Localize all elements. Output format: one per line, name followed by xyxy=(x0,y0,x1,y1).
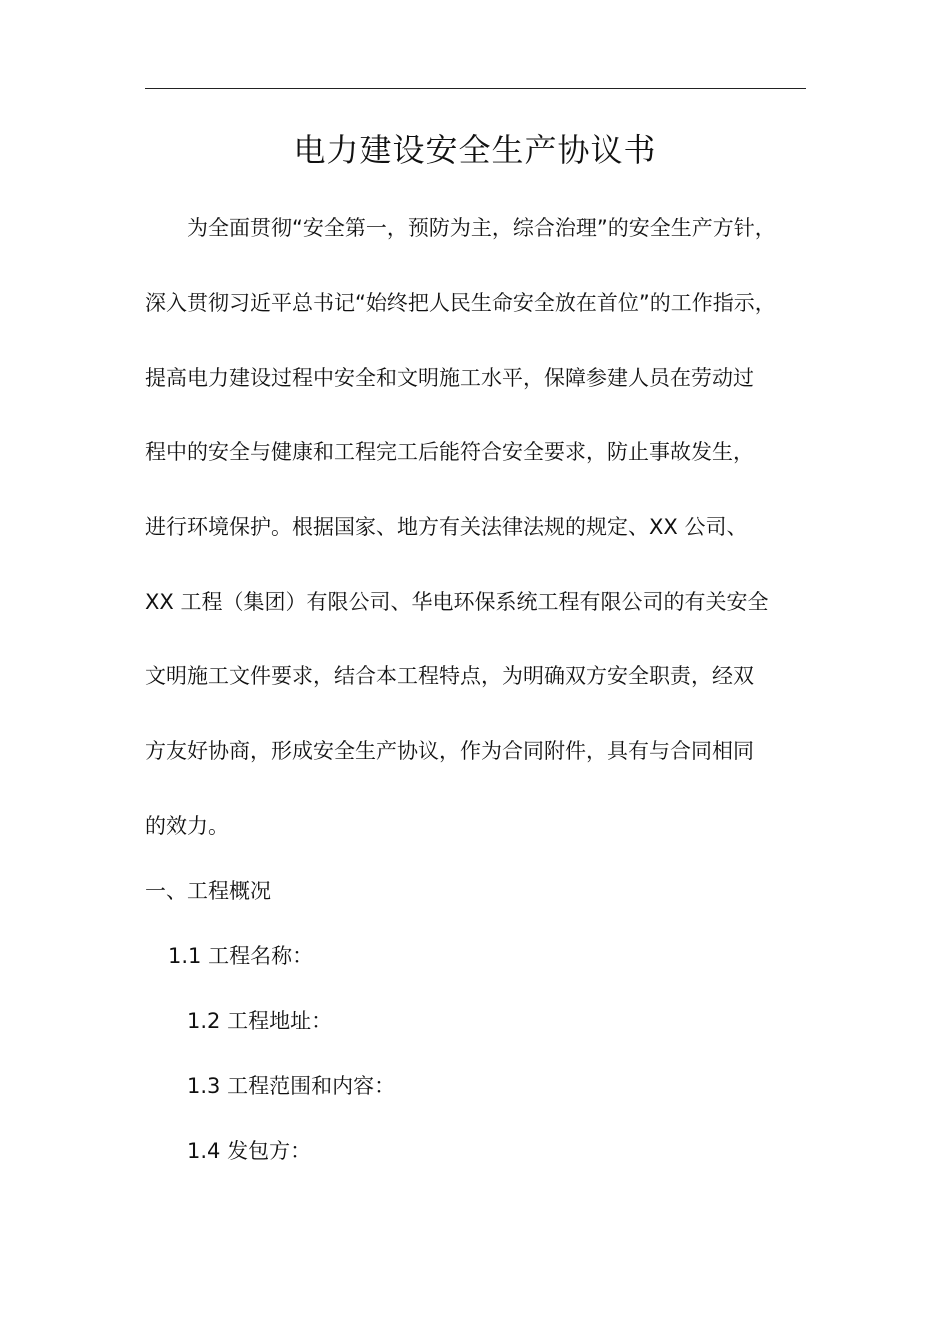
intro-line-5: 进行环境保护。根据国家、地方有关法律法规的规定、XX 公司、 xyxy=(145,515,748,539)
intro-line-3: 提高电力建设过程中安全和文明施工水平，保障参建人员在劳动过 xyxy=(145,366,754,390)
item-project-name: 1.1 工程名称： xyxy=(168,944,314,968)
intro-line-9: 的效力。 xyxy=(145,814,229,838)
intro-line-2: 深入贯彻习近平总书记“始终把人民生命安全放在首位”的工作指示， xyxy=(145,291,776,315)
item-project-scope: 1.3 工程范围和内容： xyxy=(187,1074,396,1098)
intro-line-6: XX 工程（集团）有限公司、华电环保系统工程有限公司的有关安全 xyxy=(145,590,769,614)
header-rule xyxy=(145,88,806,89)
intro-line-7: 文明施工文件要求，结合本工程特点，为明确双方安全职责，经双 xyxy=(145,664,754,688)
document-title: 电力建设安全生产协议书 xyxy=(293,131,657,169)
intro-line-8: 方友好协商，形成安全生产协议，作为合同附件，具有与合同相同 xyxy=(145,739,754,763)
intro-line-1: 为全面贯彻“安全第一，预防为主，综合治理”的安全生产方针， xyxy=(187,216,776,240)
intro-line-4: 程中的安全与健康和工程完工后能符合安全要求，防止事故发生， xyxy=(145,440,754,464)
section-heading: 一、工程概况 xyxy=(145,879,271,903)
item-project-address: 1.2 工程地址： xyxy=(187,1009,333,1033)
item-contracting-party: 1.4 发包方： xyxy=(187,1139,312,1163)
